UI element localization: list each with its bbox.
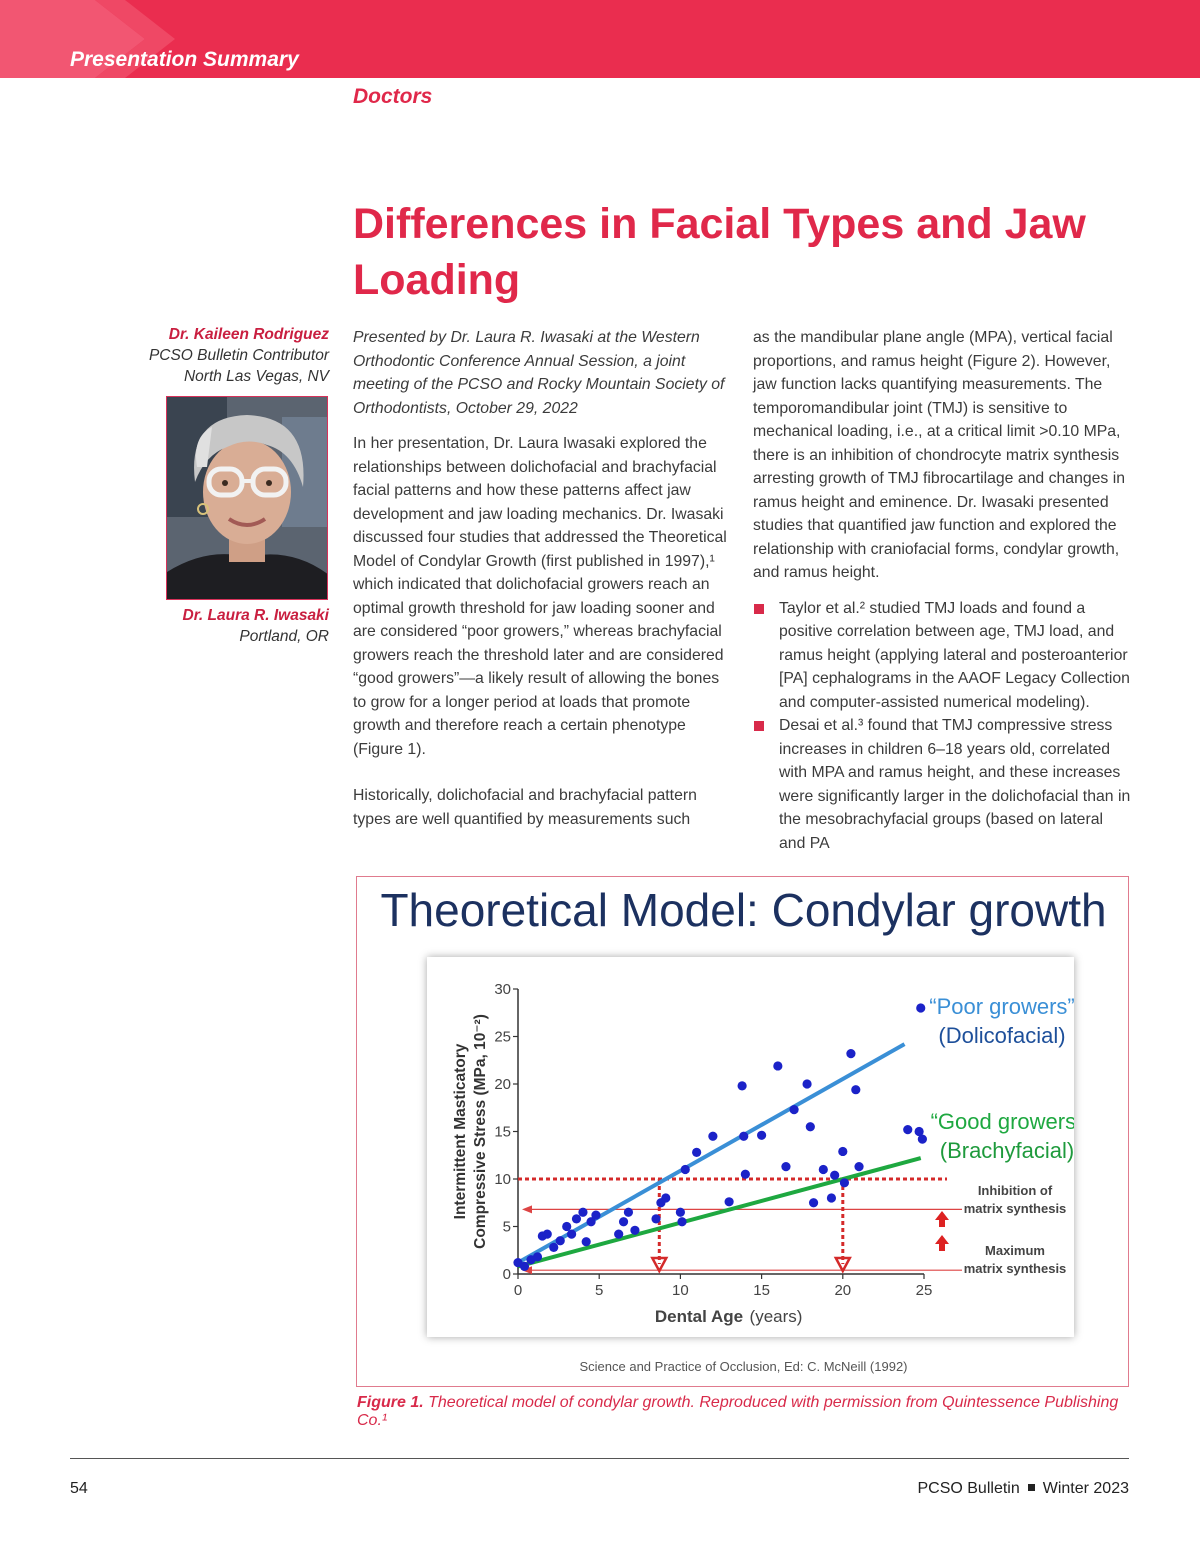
condylar-growth-chart <box>427 957 1074 1337</box>
data-point <box>739 1132 748 1141</box>
data-point <box>725 1197 734 1206</box>
data-point <box>651 1214 660 1223</box>
data-point <box>757 1131 766 1140</box>
portrait-image-icon <box>167 397 328 600</box>
x-tick-label: 15 <box>753 1282 770 1299</box>
chart-card <box>427 957 1074 1337</box>
data-point <box>789 1105 798 1114</box>
body-paragraph-2: Historically, dolichofacial and brachyfacial pattern types are well quantified by measurements such <box>353 787 697 828</box>
data-point <box>846 1049 855 1058</box>
list-item: Desai et al.³ found that TMJ compressive stress increases in children 6–18 years old, correlated with MPA and ramus height, and these increases were significantly larger in the dolichofacial than in the mesobrachyfacial groups (based on lateral and PA <box>753 714 1131 855</box>
data-point <box>681 1165 690 1174</box>
data-point <box>562 1222 571 1231</box>
data-point <box>827 1193 836 1202</box>
annotation-max-line1: Maximum <box>985 1243 1045 1258</box>
footer-publication <box>917 1480 1129 1498</box>
data-point <box>567 1230 576 1239</box>
y-axis-label: Intermittent Masticatory Compressive Stress (MPa, 10⁻²) <box>452 1014 489 1249</box>
presenter-location: Portland, OR <box>239 628 329 645</box>
data-point <box>543 1230 552 1239</box>
data-point <box>851 1085 860 1094</box>
presenter-name: Dr. Laura R. Iwasaki <box>182 607 329 624</box>
issue-label: Winter 2023 <box>1042 1480 1129 1497</box>
article-column-right <box>753 326 1131 855</box>
data-point <box>830 1171 839 1180</box>
publication-name: PCSO Bulletin <box>917 1480 1020 1497</box>
data-point <box>854 1162 863 1171</box>
x-tick-label: 10 <box>672 1282 689 1299</box>
data-point <box>692 1148 701 1157</box>
intro-paragraph: Presented by Dr. Laura R. Iwasaki at the Western Orthodontic Conference Annual Session, a joint meeting of the PCSO and Rocky Mountain Society of Orthodontists, October 29, 2022 <box>353 329 725 417</box>
presenter-byline <box>183 605 329 647</box>
author-location: North Las Vegas, NV <box>183 368 329 385</box>
annotation-inhibition-line1: Inhibition of <box>977 1183 1053 1198</box>
figure-caption <box>357 1394 1147 1430</box>
article-title: Differences in Facial Types and Jaw Loading <box>353 200 1086 304</box>
data-point <box>918 1135 927 1144</box>
data-point <box>781 1162 790 1171</box>
data-point <box>802 1079 811 1088</box>
up-arrow-icon <box>935 1235 949 1251</box>
y-tick-label: 25 <box>494 1028 511 1046</box>
figure-title: Theoretical Model: Condylar growth <box>380 884 1107 936</box>
data-point <box>838 1147 847 1156</box>
data-point <box>572 1214 581 1223</box>
data-point <box>741 1170 750 1179</box>
x-tick-label: 0 <box>513 1282 523 1299</box>
data-point <box>630 1226 639 1235</box>
inhibition-arrow-head <box>522 1205 532 1213</box>
page-number: 54 <box>70 1480 88 1497</box>
series-sublabel: (Dolicofacial) <box>938 1023 1066 1048</box>
y-tick-label: 10 <box>494 1171 511 1188</box>
presenter-photo <box>166 396 328 600</box>
y-tick-label: 5 <box>502 1218 511 1236</box>
x-tick-label: 5 <box>595 1282 604 1299</box>
data-point <box>578 1208 587 1217</box>
data-point <box>661 1193 670 1202</box>
data-point <box>556 1236 565 1245</box>
x-axis-unit-label: (years) <box>749 1307 803 1326</box>
data-point <box>591 1211 600 1220</box>
data-point <box>677 1217 686 1226</box>
data-point <box>520 1262 529 1271</box>
annotation-max-line2: matrix synthesis <box>963 1261 1067 1276</box>
data-point <box>708 1132 717 1141</box>
data-point <box>809 1198 818 1207</box>
data-point <box>916 1003 925 1012</box>
category-label: Doctors <box>353 85 433 108</box>
section-label: Presentation Summary <box>70 48 299 71</box>
y-tick-label: 30 <box>494 981 511 998</box>
data-point <box>582 1237 591 1246</box>
author-role: PCSO Bulletin Contributor <box>148 347 329 364</box>
article-column-left <box>353 326 729 831</box>
data-point <box>533 1252 542 1261</box>
data-point <box>614 1230 623 1239</box>
y-tick-label: 0 <box>502 1266 511 1283</box>
data-point <box>806 1122 815 1131</box>
series-label: “Poor growers” <box>929 994 1074 1019</box>
list-item: Taylor et al.² studied TMJ loads and found a positive correlation between age, TMJ load, and ramus height (applying lateral and posteroanterior [PA] cephalograms in the AAOF Legacy Collection and computer-assisted numerical modeling). <box>753 597 1131 715</box>
x-tick-label: 20 <box>834 1282 852 1299</box>
data-point <box>738 1081 747 1090</box>
data-point <box>549 1243 558 1252</box>
data-point <box>840 1178 849 1187</box>
data-point <box>624 1208 633 1217</box>
author-name: Dr. Kaileen Rodriguez <box>168 326 329 343</box>
data-point <box>619 1217 628 1226</box>
figure-box <box>356 876 1129 1387</box>
y-tick-label: 15 <box>494 1123 511 1141</box>
study-list <box>753 597 1131 856</box>
y-tick-label: 20 <box>494 1076 511 1093</box>
author-byline <box>149 324 329 387</box>
data-point <box>676 1208 685 1217</box>
caption-text: Theoretical model of condylar growth. Reproduced with permission from Quintessence Publishing Co.¹ <box>357 1394 1119 1429</box>
figure-source: Science and Practice of Occlusion, Ed: C. McNeill (1992) <box>579 1359 908 1374</box>
body-paragraph-1: In her presentation, Dr. Laura Iwasaki explored the relationships between dolichofacial and brachyfacial facial patterns and how these patterns affect jaw development and jaw loading mechanics. Dr. Iwasaki discussed four studies that addressed the Theoretical Model of Condylar Growth (first published in 1997),¹ which indicated that dolichofacial growers reach an optimal growth threshold for jaw loading sooner and are considered “poor growers,” whereas brachyfacial growers reach the threshold later and are considered “good growers”—a likely result of allowing the bones to grow for a longer period at loads that promote growth and therefore reach a certain phenotype (Figure 1). <box>353 435 727 758</box>
data-point <box>819 1165 828 1174</box>
footer-rule <box>70 1458 1129 1459</box>
x-tick-label: 25 <box>915 1282 933 1299</box>
series-label: “Good growers” <box>930 1109 1074 1134</box>
caption-label: Figure 1. <box>357 1394 424 1411</box>
separator-square-icon <box>1028 1484 1035 1491</box>
data-point <box>903 1125 912 1134</box>
x-axis-label: Dental Age <box>654 1307 744 1326</box>
series-sublabel: (Brachyfacial) <box>939 1138 1074 1163</box>
body-paragraph-3: as the mandibular plane angle (MPA), vertical facial proportions, and ramus height (Figure 2). However, jaw function lacks quantifying measurements. The temporomandibular joint (TMJ) is sensitive to mechanical loading, i.e., at a critical limit >0.10 MPa, there is an inhibition of chondrocyte matrix synthesis arresting growth of TMJ fibrocartilage and changes in ramus height and eminence. Dr. Iwasaki presented studies that quantified jaw function and explored the relationship with craniofacial forms, condylar growth, and ramus height. <box>753 329 1126 581</box>
up-arrow-icon <box>935 1211 949 1227</box>
annotation-inhibition-line2: matrix synthesis <box>963 1201 1067 1216</box>
data-point <box>773 1061 782 1070</box>
